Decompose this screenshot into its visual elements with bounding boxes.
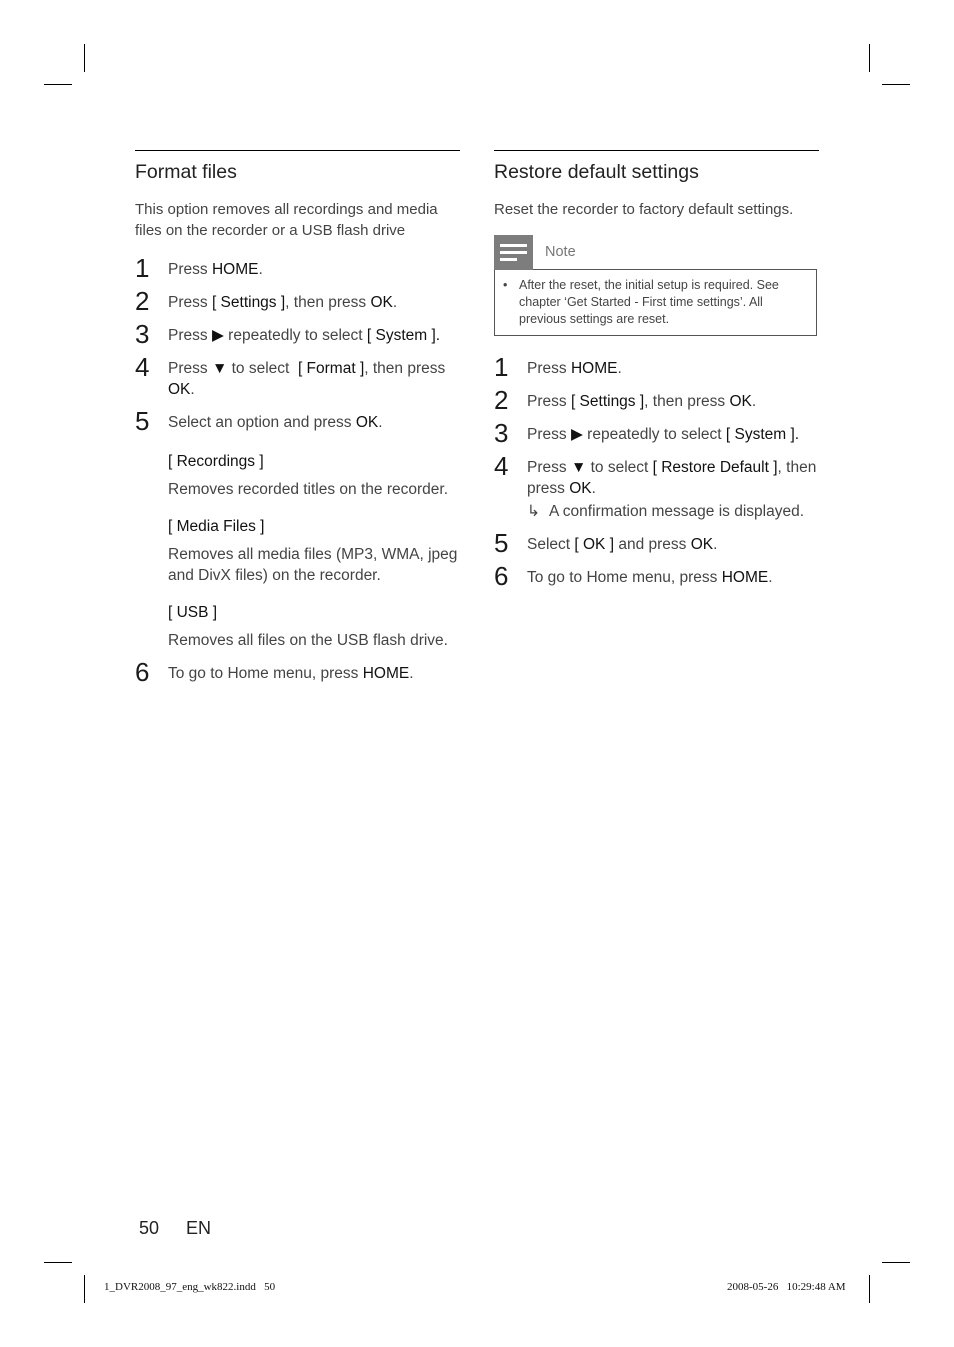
result-arrow-icon: ↳	[527, 503, 540, 521]
step-number: 3	[494, 418, 509, 449]
step-number: 6	[135, 657, 150, 688]
menu-system: [ System ].	[725, 426, 800, 444]
step-number: 5	[494, 528, 509, 559]
step-6	[135, 657, 460, 688]
step-3	[494, 418, 819, 449]
key-ok: OK	[729, 393, 752, 411]
option-media-files	[168, 516, 460, 586]
key-ok: OK	[370, 294, 393, 312]
step-result	[527, 501, 819, 522]
step-text: Press	[527, 393, 571, 411]
step-text: repeatedly to select	[223, 327, 367, 345]
step-text: , then press	[644, 393, 730, 411]
step-number: 2	[135, 286, 150, 317]
section-title: Restore default settings	[494, 161, 699, 183]
step-text: , then press	[285, 294, 371, 312]
key-home: HOME	[721, 569, 769, 587]
timestamp-slug: 2008-05-26 10:29:48 AM	[727, 1281, 846, 1293]
key-home: HOME	[570, 360, 618, 378]
option-usb	[168, 602, 460, 651]
step-number: 6	[494, 561, 509, 592]
steps-list	[135, 253, 460, 688]
step-text: and press	[614, 536, 691, 554]
option-recordings	[168, 451, 460, 500]
step-text: To go to Home menu, press	[527, 569, 722, 587]
crop-mark	[44, 84, 72, 85]
step-text: , then press	[364, 360, 446, 378]
step-text: .	[768, 569, 773, 587]
step-2	[135, 286, 460, 317]
step-text: .	[378, 414, 383, 432]
menu-settings: [ Settings ]	[570, 393, 645, 411]
step-text: Select	[527, 536, 575, 554]
step-5	[494, 528, 819, 559]
note-content	[494, 269, 817, 336]
menu-system: [ System ].	[366, 327, 441, 345]
key-home: HOME	[362, 665, 410, 683]
note-header	[494, 235, 819, 270]
step-number: 1	[135, 253, 150, 284]
section-intro: Reset the recorder to factory default settings.	[494, 201, 794, 219]
right-arrow-icon: ▶	[211, 327, 224, 345]
crop-mark	[84, 44, 85, 72]
step-text: Press	[527, 459, 571, 477]
step-text: Press	[168, 294, 212, 312]
option-description: Removes recorded titles on the recorder.	[168, 481, 448, 499]
key-ok: OK	[168, 381, 191, 399]
step-text: to select	[586, 459, 653, 477]
right-arrow-icon: ▶	[570, 426, 583, 444]
key-ok: OK	[690, 536, 714, 554]
step-number: 2	[494, 385, 509, 416]
step-text: , then press	[527, 459, 817, 498]
step-text: .	[392, 294, 398, 312]
step-text: repeatedly to select	[582, 426, 726, 444]
step-text: Press	[527, 426, 571, 444]
option-title: [ USB ]	[168, 604, 218, 622]
step-2	[494, 385, 819, 416]
note-label: Note	[545, 244, 576, 261]
steps-list	[494, 352, 819, 592]
note-item: • After the reset, the initial setup is required. See chapter ‘Get Started - First time settings’. All previous settings are reset.	[519, 277, 806, 328]
step-text: Press	[527, 360, 571, 378]
step-number: 1	[494, 352, 509, 383]
step-3	[135, 319, 460, 350]
file-slug: 1_DVR2008_97_eng_wk822.indd 50	[104, 1281, 276, 1293]
menu-format: [ Format ]	[297, 360, 365, 378]
key-ok: OK	[569, 480, 592, 498]
step-text: .	[258, 261, 263, 279]
step-6	[494, 561, 819, 592]
down-arrow-icon: ▼	[211, 360, 228, 378]
key-home: HOME	[211, 261, 259, 279]
step-text: To go to Home menu, press	[168, 665, 363, 683]
step-text: .	[713, 536, 718, 554]
option-title: [ Media Files ]	[168, 518, 265, 536]
step-text: Press	[168, 360, 212, 378]
step-number: 5	[135, 406, 150, 437]
language-code: EN	[186, 1218, 212, 1238]
down-arrow-icon: ▼	[570, 459, 587, 477]
section-rule	[494, 150, 819, 151]
crop-mark	[882, 84, 910, 85]
section-rule	[135, 150, 460, 151]
step-4	[135, 352, 460, 400]
page-number: 50	[139, 1218, 160, 1238]
note-icon	[494, 235, 533, 270]
step-4	[494, 451, 819, 522]
step-5	[135, 406, 460, 651]
crop-mark	[882, 1262, 910, 1263]
step-number: 3	[135, 319, 150, 350]
step-text: Select an option and press	[168, 414, 356, 432]
menu-ok: [ OK ]	[574, 536, 615, 554]
key-ok: OK	[355, 414, 379, 432]
step-1	[494, 352, 819, 383]
step-text: .	[591, 480, 596, 498]
note-list	[495, 277, 806, 328]
step-text: .	[617, 360, 622, 378]
section-title: Format files	[135, 161, 237, 183]
step-text: Press	[168, 327, 212, 345]
crop-mark	[869, 44, 870, 72]
crop-mark	[869, 1275, 870, 1303]
note-box	[494, 235, 819, 336]
restore-defaults-section	[494, 150, 819, 600]
step-number: 4	[135, 352, 150, 383]
menu-settings: [ Settings ]	[211, 294, 286, 312]
step-text: .	[409, 665, 414, 683]
step-text: .	[190, 381, 195, 399]
format-files-section	[135, 150, 460, 696]
menu-restore-default: [ Restore Default ]	[652, 459, 778, 477]
crop-mark	[44, 1262, 72, 1263]
option-description: Removes all files on the USB flash drive.	[168, 632, 448, 650]
result-text: A confirmation message is displayed.	[549, 503, 805, 521]
step-text: to select	[227, 360, 298, 378]
step-number: 4	[494, 451, 509, 482]
step-text: .	[751, 393, 757, 411]
option-title: [ Recordings ]	[168, 453, 264, 471]
step-text: Press	[168, 261, 212, 279]
section-intro: This option removes all recordings and media files on the recorder or a USB flash drive	[135, 201, 438, 240]
step-1	[135, 253, 460, 284]
crop-mark	[84, 1275, 85, 1303]
option-description: Removes all media files (MP3, WMA, jpeg and DivX files) on the recorder.	[168, 546, 458, 585]
